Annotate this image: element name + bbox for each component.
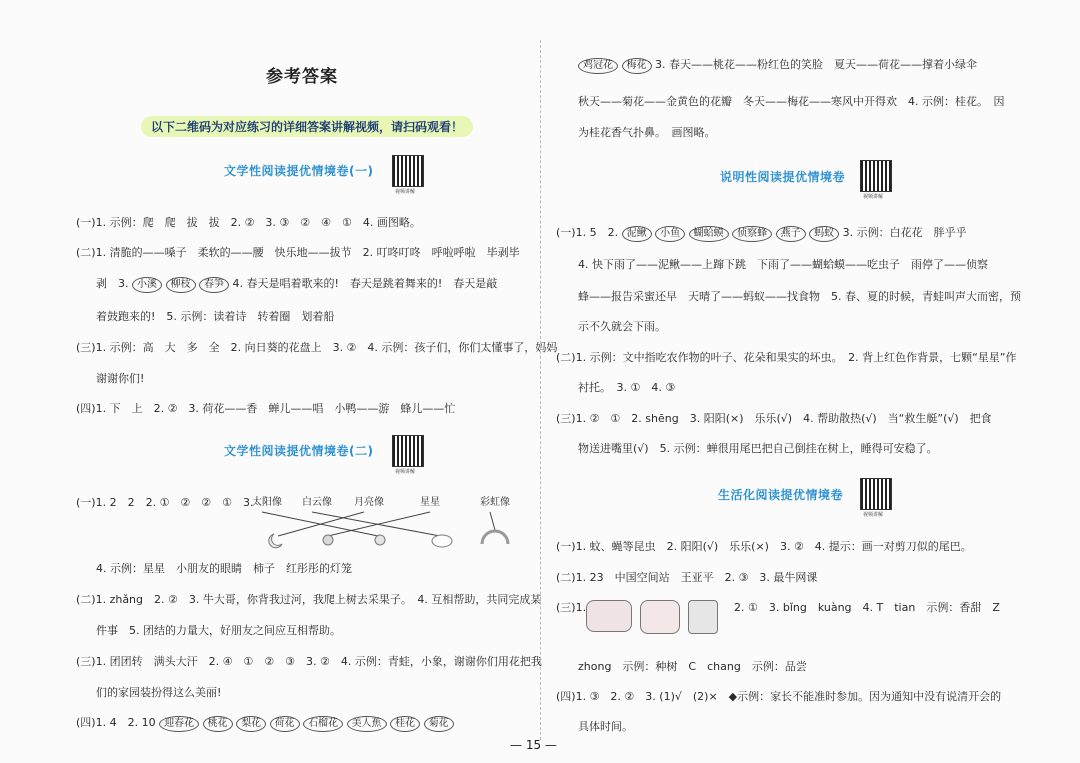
circled-word: 桂花 <box>390 716 420 732</box>
circled-word: 蚂蚁 <box>809 226 839 242</box>
qr-code-icon[interactable] <box>860 478 892 510</box>
section-title-literary-1: 文学性阅读提优情境卷(一) <box>224 164 374 178</box>
match-label: 星星 <box>420 497 440 508</box>
circled-word: 梨花 <box>236 716 266 732</box>
answer-line: (一)1. 5 2. 泥鳅 小鱼 蝴蛤蟆 侦察蜂 燕子 蚂蚁 3. 示例：白花花 胖乎乎 <box>556 226 967 242</box>
circled-word: 春笋 <box>199 277 229 293</box>
circled-word: 美人蕉 <box>347 716 387 732</box>
box-image <box>640 600 680 634</box>
answer-line: (三)1. 示例：高 大 多 全 2. 向日葵的花盘上 3. ② 4. 示例：孩子们，你们太懂事了，妈妈 <box>76 341 558 354</box>
circled-word: 梅花 <box>622 58 652 74</box>
answer-line: zhong 示例：种树 C chang 示例：品尝 <box>578 660 807 673</box>
column-divider <box>540 40 541 740</box>
matching-diagram <box>250 508 530 550</box>
match-label: 白云像 <box>302 497 332 508</box>
answer-line: 物送进嘴里(√) 5. 示例：蝉很用尾巴把自己倒挂在树上，睡得可安稳了。 <box>578 442 938 455</box>
answer-line: (一)1. 蚊、蝇等昆虫 2. 阳阳(√) 乐乐(×) 3. ② 4. 提示：画一对剪刀似的尾巴。 <box>556 540 972 553</box>
answer-line: (三)1. 团团转 满头大汗 2. ④ ① ② ③ 3. ② 4. 示例：青蛙，小象，谢谢你们用花把我 <box>76 655 542 668</box>
answer-line: (一)1. 2 2 2. ① ② ② ① 3. <box>76 496 254 509</box>
circled-word: 荷花 <box>270 716 300 732</box>
answer-line: 4. 快下雨了——泥鳅——上蹿下跳 下雨了——蝴蛤蟆——吃虫子 雨停了——侦察 <box>578 258 988 271</box>
answer-line: (四)1. 4 2. 10 迎春花 桃花 梨花 荷花 石榴花 美人蕉 桂花 菊花 <box>76 716 454 732</box>
mooncake-image <box>586 600 632 632</box>
section-title-expository: 说明性阅读提优情境卷 <box>720 170 846 184</box>
answer-line: (二)1. zhǎng 2. ② 3. 牛大哥，你背我过河，我爬上树去采果子。 4. 互相帮助，共同完成某 <box>76 593 542 606</box>
circled-word: 鸡冠花 <box>578 58 618 74</box>
answer-line: 们的家园装扮得这么美丽! <box>96 686 222 699</box>
answer-line: 为桂花香气扑鼻。 画图略。 <box>578 126 716 139</box>
section-title-life: 生活化阅读提优情境卷 <box>718 488 844 502</box>
circled-word: 柳枝 <box>166 277 196 293</box>
qr-caption: 视频讲解 <box>395 189 416 195</box>
circled-word: 石榴花 <box>303 716 343 732</box>
circled-word: 迎春花 <box>159 716 199 732</box>
cloud-icon <box>432 535 452 547</box>
circled-word: 桃花 <box>203 716 233 732</box>
answer-line: (二)1. 清脆的——嗓子 柔软的——腰 快乐地——拔节 2. 叮咚叮咚 呼啦呼啦 毕剥毕 <box>76 246 520 259</box>
qr-caption: 视频讲解 <box>395 469 416 475</box>
answer-line: 着鼓跑来的! 5. 示例：读着诗 转着圈 划着船 <box>96 310 335 323</box>
circled-word: 燕子 <box>776 226 806 242</box>
lantern-icon <box>375 535 385 545</box>
answer-line: 谢谢你们! <box>96 372 145 385</box>
section-title-literary-2: 文学性阅读提优情境卷(二) <box>224 444 374 458</box>
answer-line: 具体时间。 <box>578 720 633 733</box>
match-label: 彩虹像 <box>480 497 510 508</box>
sun-icon <box>323 535 333 545</box>
answer-line: 件事 5. 团结的力量大，好朋友之间应互相帮助。 <box>96 624 341 637</box>
circled-word: 侦察蜂 <box>732 226 772 242</box>
answer-line: 剥 3. 小溪 柳枝 春笋 4. 春天是唱着歌来的! 春天是跳着舞来的! 春天是敲 <box>96 277 497 293</box>
circled-word: 泥鳅 <box>622 226 652 242</box>
answer-line: (四)1. ③ 2. ② 3. (1)√ (2)× ◆示例：家长不能准时参加。因为通知中没有说清开会的 <box>556 690 1002 703</box>
rainbow-icon <box>482 531 508 544</box>
answer-line: 鸡冠花 梅花 3. 春天——桃花——粉红色的笑脸 夏天——荷花——撑着小绿伞 <box>578 58 977 74</box>
answer-line: 秋天——菊花——金黄色的花瓣 冬天——梅花——寒风中开得欢 4. 示例：桂花。 因 <box>578 95 1005 108</box>
answer-line: 示不久就会下雨。 <box>578 320 666 333</box>
moon-icon <box>269 534 282 548</box>
qr-code-icon[interactable] <box>392 155 424 187</box>
answer-line: 2. ① 3. bǐng kuàng 4. T tian 示例：香甜 Z <box>734 601 1000 614</box>
match-label: 太阳像 <box>252 497 282 508</box>
answer-line: (三)1. ② ① 2. shēng 3. 阳阳(×) 乐乐(√) 4. 帮助散热(√) 当“救生艇”(√) 把食 <box>556 412 992 425</box>
match-label: 月亮像 <box>354 497 384 508</box>
bag-image <box>688 600 718 634</box>
answer-line: 蜂——报告采蜜还早 天晴了——蚂蚁——找食物 5. 春、夏的时候，青蛙叫声大而密，预 <box>578 290 1021 303</box>
answer-line: 衬托。 3. ① 4. ③ <box>578 381 676 394</box>
qr-caption: 视频讲解 <box>863 194 884 200</box>
answer-line: (二)1. 23 中国空间站 王亚平 2. ③ 3. 最牛网课 <box>556 571 818 584</box>
answer-line: (二)1. 示例：文中指吃农作物的叶子、花朵和果实的坏虫。 2. 背上红色作背景，七颗“星星”作 <box>556 351 1017 364</box>
circled-word: 小溪 <box>132 277 162 293</box>
answer-line: (四)1. 下 上 2. ② 3. 荷花——香 蝉儿——唱 小鸭——游 蜂儿——忙 <box>76 402 456 415</box>
answer-line: (一)1. 示例：爬 爬 拔 拔 2. ② 3. ③ ② ④ ① 4. 画图略。 <box>76 216 421 229</box>
qr-code-icon[interactable] <box>860 160 892 192</box>
circled-word: 菊花 <box>424 716 454 732</box>
page-title: 参考答案 <box>266 67 338 87</box>
circled-word: 蝴蛤蟆 <box>689 226 729 242</box>
qr-banner: 以下二维码为对应练习的详细答案讲解视频，请扫码观看！ <box>141 116 473 137</box>
answer-line: (三)1. <box>556 601 587 614</box>
page-number: — 15 — <box>510 738 557 752</box>
qr-caption: 视频讲解 <box>863 512 884 518</box>
answer-line: 4. 示例：星星 小朋友的眼睛 柿子 红彤彤的灯笼 <box>96 562 352 575</box>
circled-word: 小鱼 <box>655 226 685 242</box>
qr-code-icon[interactable] <box>392 435 424 467</box>
